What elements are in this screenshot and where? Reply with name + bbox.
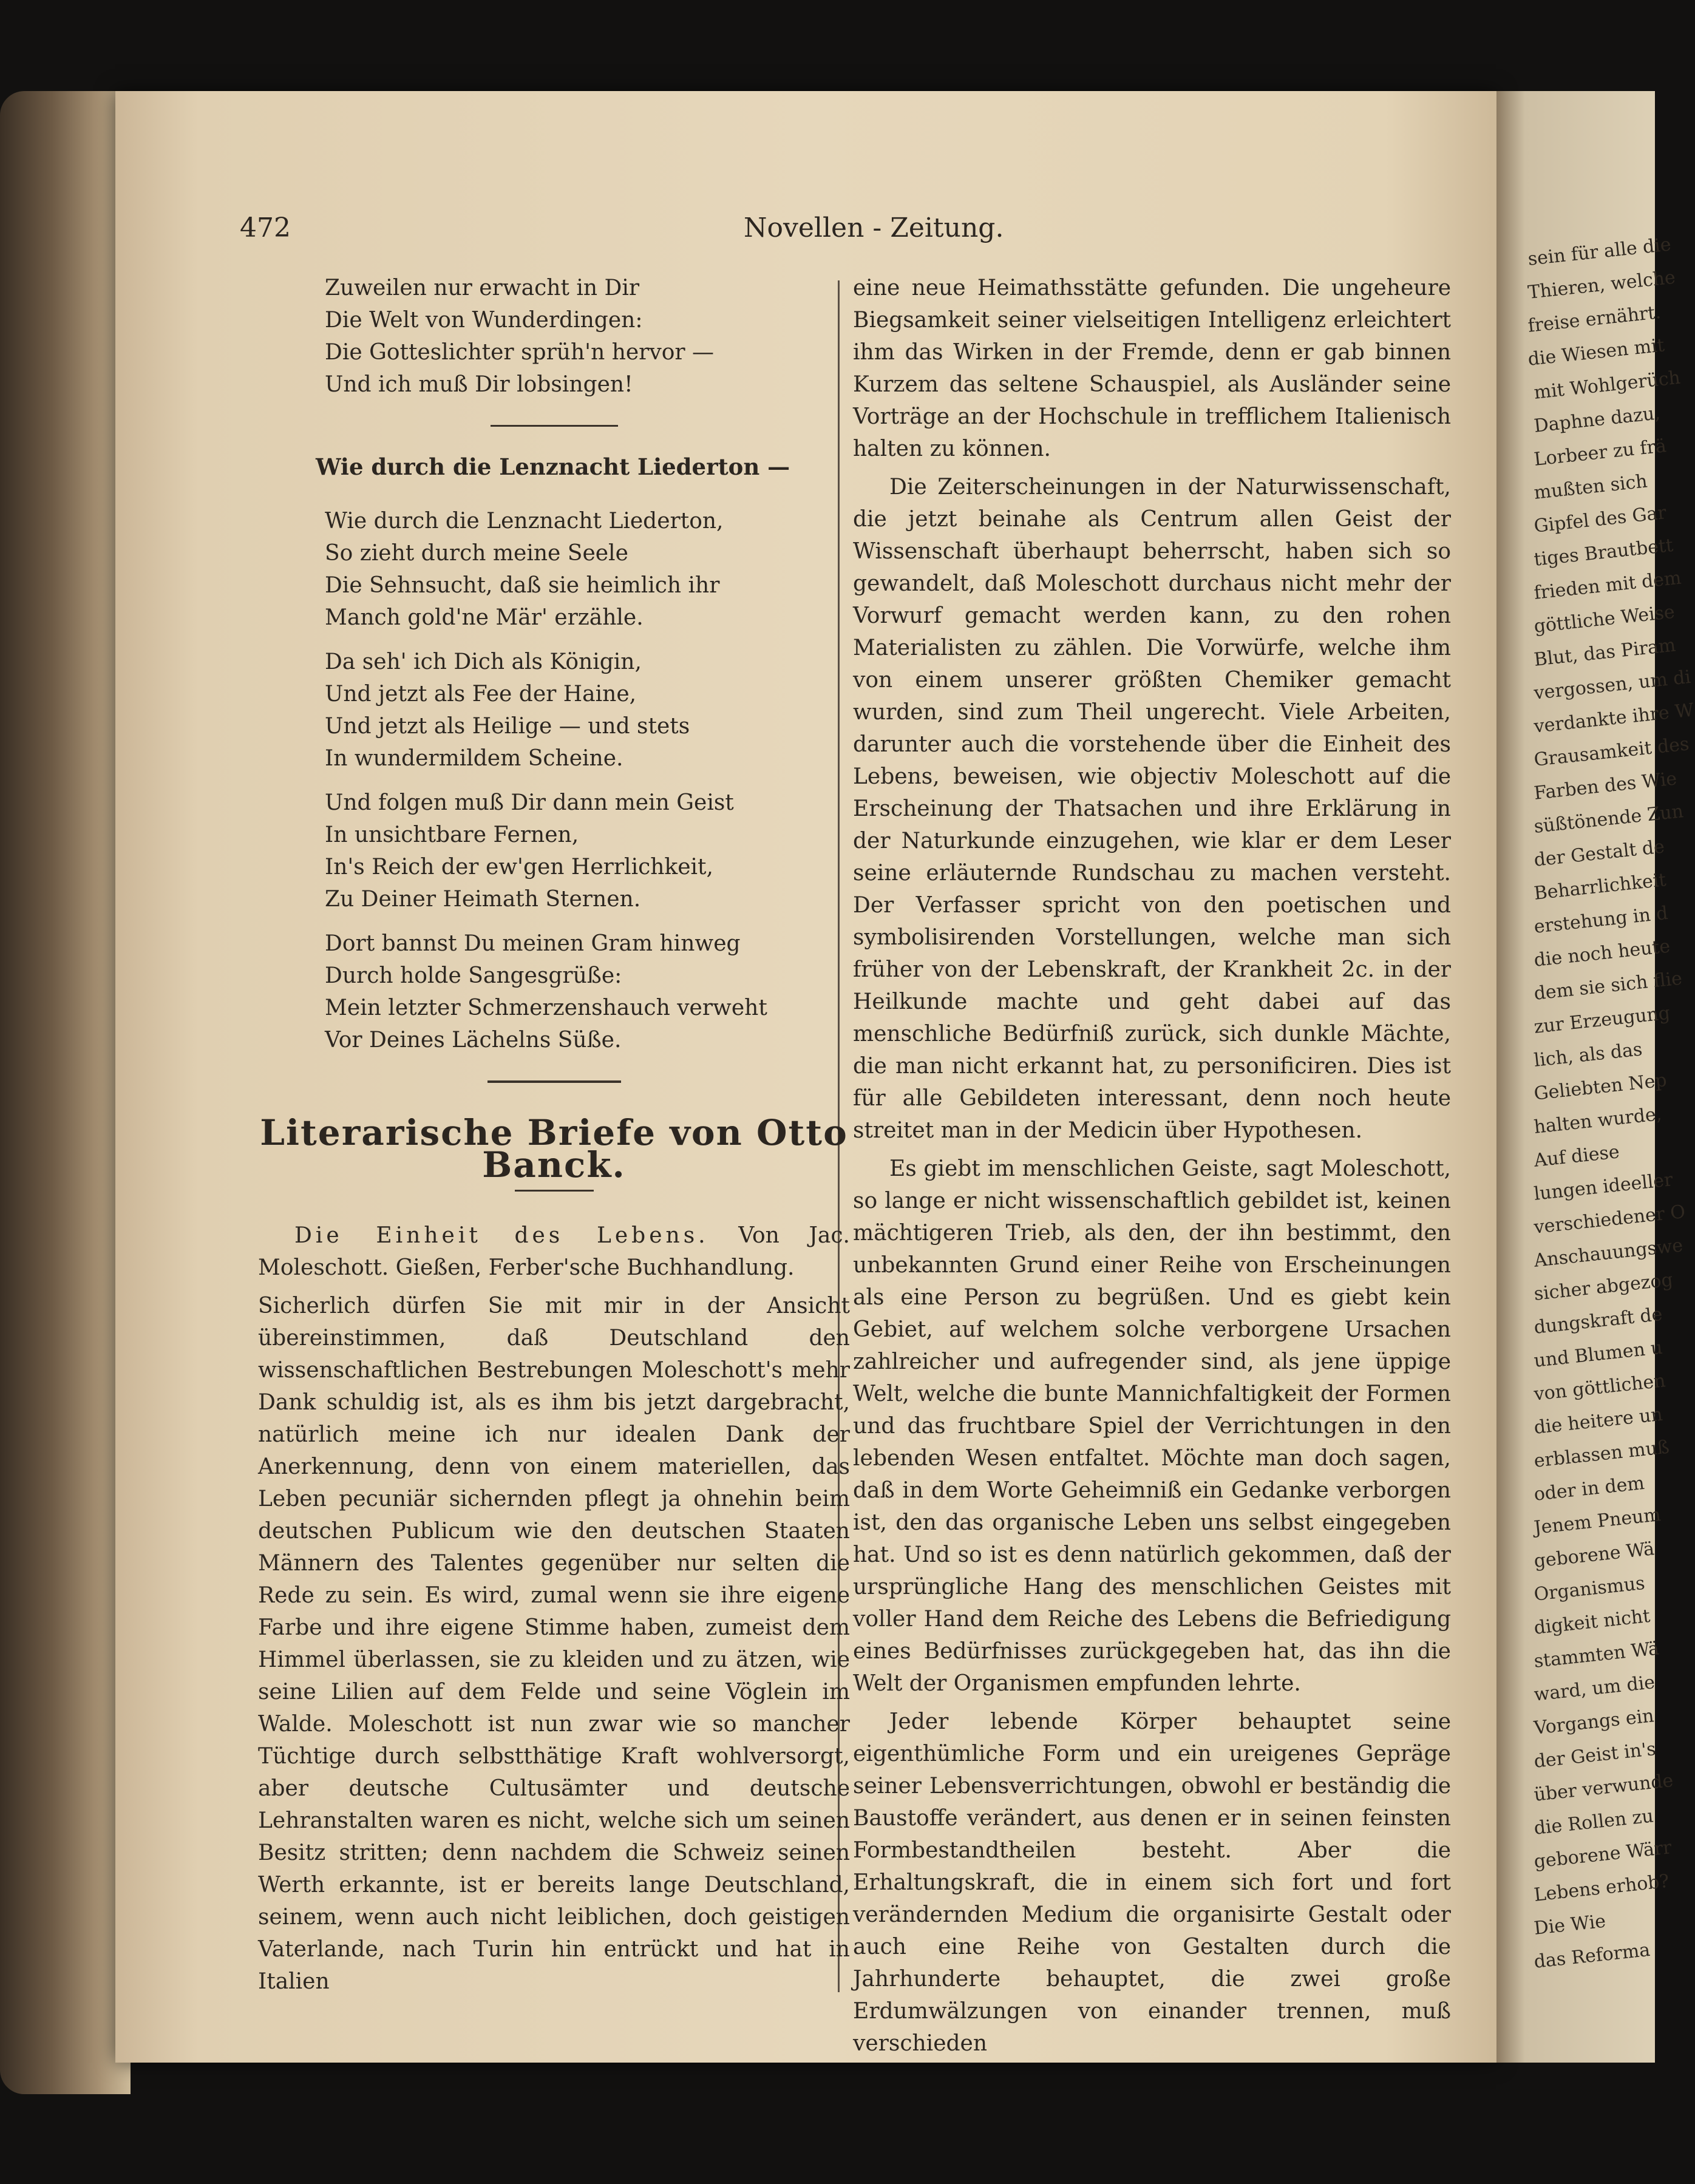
adjacent-page-line: mußten sich [1533,470,1649,504]
book-title: Die Einheit des Lebens. [294,1223,709,1248]
adjacent-page-line: Jenem Pneum [1533,1504,1662,1539]
verse-line: Mein letzter Schmerzenshauch verweht [325,995,767,1020]
adjacent-page-line: digkeit nicht [1533,1605,1651,1639]
verse-line: Und ich muß Dir lobsingen! [325,372,633,397]
poem-title: Wie durch die Lenznacht Liederton — [316,453,790,480]
page-number: 472 [240,212,291,243]
opening-stanza [258,272,850,401]
adjacent-page-line: die noch heute [1533,935,1671,971]
verse-line: Durch holde Sangesgrüße: [325,963,622,988]
body-paragraph: Es giebt im menschlichen Geiste, sagt Moleschott, so lange er nicht wissenschaftlich gebildet ist, keinen mächtigeren Trieb, als den, der ihn bestimmt, den unbekannten Grund einer Reihe von Erscheinungen als eine Person zu begrüßen. Und es giebt kein Gebiet, auf welchem solche verborgene Ursachen zahlreicher und aufregender sind, als jene üppige Welt, welche die bunte Mannichfaltigkeit der Formen und das fruchtbare Spiel der Verrichtungen in den lebenden Wesen entfaltet. Möchte man doch sagen, daß in dem Worte Geheimniß ein Gedanke verborgen ist, den das organische Leben uns selbst eingegeben hat. Und so ist es denn natürlich gekommen, daß der ursprüngliche Hang des menschlichen Geistes mit voller Hand dem Reiche des Lebens die Befriedigung eines Bedürfnisses zurückgegeben hat, das ihn die Welt der Organismen empfunden lehrte. [853,1156,1451,1696]
adjacent-page-line: Lorbeer zu frä [1533,435,1668,470]
adjacent-page-line: Die Wie [1533,1910,1607,1939]
title-rule [515,1190,594,1192]
adjacent-page-line: frieden mit dem [1533,567,1682,604]
adjacent-page-line: sein für alle die [1527,234,1673,270]
adjacent-page-line: Lebens erhob? [1533,1870,1671,1906]
adjacent-page-line: dem sie sich flie [1533,968,1683,1005]
body-paragraph: eine neue Heimathsstätte gefunden. Die ungeheure Biegsamkeit seiner vielseitigen Intelligenz erleichtert ihm das Wirken in der Fremde, denn er gab binnen Kurzem das seltene Schauspiel, als Ausländer seine Vorträge an der Hochschule in trefflichem Italienisch halten zu können. [853,276,1451,461]
adjacent-page-line: stammten Wä [1533,1638,1660,1672]
book-reference [258,1219,850,1284]
adjacent-page-line: das Reforma [1533,1939,1651,1973]
verse-line: Und jetzt als Fee der Haine, [325,682,637,707]
adjacent-page-line: Beharrlichkeit [1533,869,1668,904]
adjacent-page-line: Anschauungswe [1533,1235,1684,1272]
adjacent-page-line: Daphne dazu, [1533,402,1662,437]
adjacent-page-line: Blut, das Piram [1533,634,1677,671]
verse-line: Die Sehnsucht, daß sie heimlich ihr [325,573,720,598]
verse-line: Vor Deines Lächelns Süße. [325,1028,622,1053]
adjacent-page-line: der Geist in's [1533,1738,1657,1772]
adjacent-page-line: freise ernährt. [1527,301,1662,337]
adjacent-page-line: und Blumen u [1533,1337,1664,1372]
adjacent-page-line: die Wiesen mit [1527,334,1666,370]
verse-line: Da seh' ich Dich als Königin, [325,649,642,674]
adjacent-page-line: erblassen muß [1533,1436,1671,1472]
adjacent-page-line: Gipfel des Gar [1533,502,1668,537]
verse-line: Die Welt von Wunderdingen: [325,308,643,333]
adjacent-page-line: süßtönende Zun [1533,801,1685,838]
adjacent-page-line: göttliche Weise [1533,601,1676,637]
running-title: Novellen - Zeitung. [744,212,1004,243]
adjacent-page-line: geborene Wärr [1533,1837,1673,1873]
poem-stanza [258,787,850,915]
adjacent-page-line: geborene Wä [1533,1538,1656,1572]
right-column [853,272,1451,2066]
adjacent-page-line: von göttlichen [1533,1370,1667,1405]
verse-line: In unsichtbare Fernen, [325,822,579,847]
adjacent-page-line: die Rollen zu [1533,1805,1655,1839]
adjacent-page-line: Vorgangs ein [1533,1705,1656,1739]
poem-stanza [258,505,850,634]
adjacent-page-line: halten wurde, [1533,1103,1663,1138]
verse-line: So zieht durch meine Seele [325,541,628,566]
verse-line: Manch gold'ne Mär' erzähle. [325,605,644,630]
adjacent-page-line: tiges Brautbett [1533,534,1674,571]
adjacent-page-line: Thieren, welche [1527,266,1677,304]
adjacent-page-line: die heitere un [1533,1403,1664,1439]
adjacent-page-line: Auf diese [1533,1141,1621,1172]
body-paragraph: Jeder lebende Körper behauptet seine eigenthümliche Form und ein ureigenes Gepräge seiner Lebensverrichtungen, obwohl er beständig die Baustoffe verändert, aus denen er in seinen feinsten Formbestandtheilen besteht. Aber die Erhaltungskraft, die in einem sich fort und fort verändernden Medium die organisirte Gestalt oder auch eine Reihe von Gestalten durch die Jahrhunderte behauptet, die zwei große Erdumwälzungen von einander trennen, muß verschieden [853,1709,1451,2056]
adjacent-page-line: Geliebten Nep [1533,1070,1668,1105]
left-column [258,272,850,2004]
adjacent-page-line: Farben des Wie [1533,768,1678,804]
adjacent-page-line: zur Erzeugung [1533,1002,1671,1038]
poem-stanza [258,928,850,1056]
adjacent-page-line: dungskraft de [1533,1303,1664,1338]
article-title: Literarische Briefe von Otto Banck. [260,1112,848,1185]
adjacent-page-line: mit Wohlgerüch [1533,367,1682,404]
adjacent-page-line: Grausamkeit des [1533,733,1690,771]
adjacent-page-line: lungen ideeller [1533,1168,1674,1205]
body-paragraph: Sicherlich dürfen Sie mit mir in der Ansicht übereinstimmen, daß Deutschland den wissenschaftlichen Bestrebungen Moleschott's mehr Dank schuldig ist, als es ihm bis jetzt dargebracht, natürlich meine ich nur idealen Dank der Anerkennung, denn von einem materiellen, das Leben pecuniär sichernden pflegt ja ohnehin beim deutschen Publicum wie den deutschen Staaten Männern des Talentes gegenüber nur selten die Rede zu sein. Es wird, zumal wenn sie ihre eigene Farbe und ihre eigene Stimme haben, zumeist dem Himmel überlassen, sie zu kleiden und zu ätzen, wie seine Lilien auf dem Felde und seine Vöglein im Walde. Moleschott ist nun zwar wie so mancher Tüchtige durch selbstthätige Kraft wohlversorgt, aber deutsche Cultusämter und deutsche Lehranstalten waren es nicht, welche sich um seinen Besitz stritten; denn nachdem die Schweiz seinen Werth erkannte, ist er bereits lange Deutschland, seinem, wenn auch nicht leiblichen, doch geistigen Vaterlande, nach Turin hin entrückt und hat in Italien [258,1294,850,1994]
adjacent-page-line: verschiedener O [1533,1201,1687,1238]
adjacent-page [1496,91,1695,2063]
verse-line: Und jetzt als Heilige — und stets [325,714,690,739]
adjacent-page-line: verdankte ihre W [1533,699,1695,738]
adjacent-page-line: sicher abgezog [1533,1269,1674,1305]
verse-line: In wundermildem Scheine. [325,746,623,771]
verse-line: Zu Deiner Heimath Sternen. [325,887,641,912]
adjacent-page-line: lich, als das [1533,1039,1643,1071]
adjacent-page-line: Organismus [1533,1572,1646,1606]
poem-stanza [258,646,850,775]
adjacent-page-line: der Gestalt de [1533,836,1666,871]
verse-line: Wie durch die Lenznacht Liederton, [325,509,724,534]
book-publisher: Von Jac. Moleschott. Gießen, Ferber'sche Buchhandlung. [258,1223,850,1280]
adjacent-page-line: vergossen, um di [1533,666,1692,704]
verse-line: Zuweilen nur erwacht in Dir [325,276,640,300]
verse-line: Die Gotteslichter sprüh'n hervor — [325,340,715,365]
adjacent-page-line: über verwunde [1533,1769,1674,1806]
section-separator [491,425,618,427]
verse-line: Dort bannst Du meinen Gram hinweg [325,931,741,956]
book-page-edges [0,91,131,2094]
adjacent-page-line: oder in dem [1533,1472,1646,1505]
body-paragraph: Die Zeiterscheinungen in der Naturwissenschaft, die jetzt beinahe als Centrum allen Geist der Wissenschaft überhaupt beherrscht, haben sich so gewandelt, daß Moleschott durchaus nicht mehr der Vorwurf gemacht werden kann, zu den rohen Materialisten zu zählen. Die Vorwürfe, welche ihm von einem unserer größten Chemiker gemacht wurden, sind zum Theil ungerecht. Viele Arbeiten, darunter auch die vorstehende über die Einheit des Lebens, beweisen, wie objectiv Moleschott auf die Erscheinung der Thatsachen und ihre Erklärung in der Naturkunde einzugehen, wie klar er dem Leser seine erläuternde Rundschau zu machen versteht. Der Verfasser spricht von den poetischen und symbolisirenden Vorstellungen, welche man sich früher von der Lebenskraft, der Krankheit 2c. in der Heilkunde machte und geht dabei auf das menschliche Bedürfniß zurück, sich dunkle Mächte, die man nicht erkannt hat, zu personificiren. Dies ist für alle Gebildeten interessant, denn noch heute streitet man in der Medicin über Hypothesen. [853,475,1451,1143]
verse-line: In's Reich der ew'gen Herrlichkeit, [325,855,713,880]
adjacent-page-line: ward, um die [1533,1672,1656,1706]
verse-line: Und folgen muß Dir dann mein Geist [325,790,734,815]
adjacent-page-line: erstehung in d [1533,902,1670,938]
section-separator [487,1080,621,1083]
